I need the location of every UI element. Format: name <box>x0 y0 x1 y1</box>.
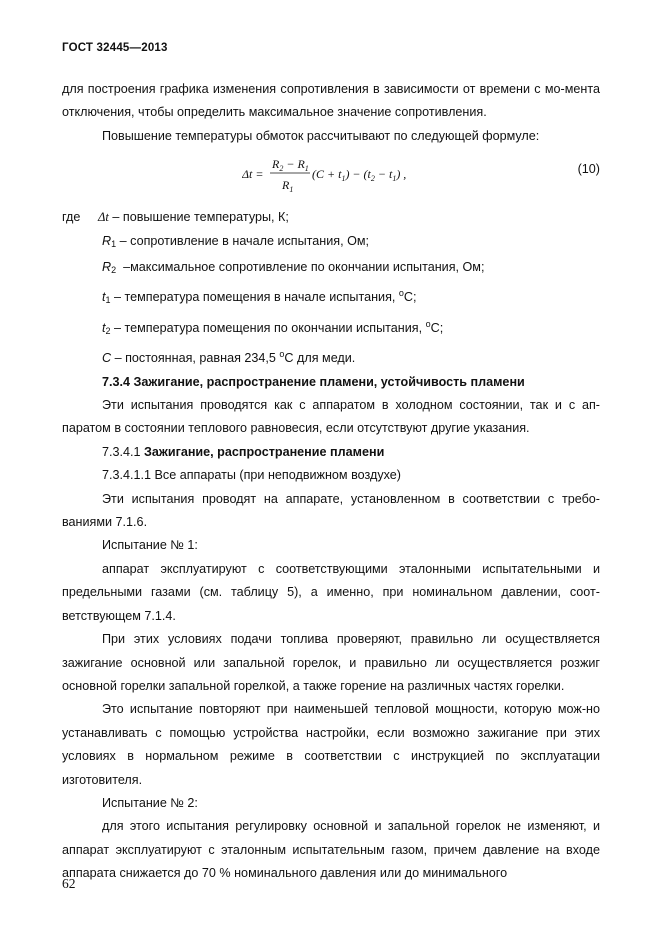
definition-t2: t2 – температура помещения по окончании испытания, $^o$С; <box>102 318 444 336</box>
paragraph: для построения графика изменения сопротивления в зависимости от времени с мо-мента отключения, чтобы определить максимальное значение сопротивления. <box>62 82 600 120</box>
definition-t1: t1 – температура помещения в начале испытания, $^o$С; <box>102 288 417 306</box>
formula-10 <box>62 148 600 206</box>
paragraph: Эти испытания проводят на аппарате, установленном в соответствии с требо-ваниями 7.1.6. <box>62 491 600 530</box>
section-heading-7-3-4-1: 7.3.4.1 Зажигание, распространение пламени <box>102 444 385 459</box>
svg-text:(C + t1) − (t2 − t1) ,: $(C + t_1) - (t_2 - t_1)$ , <box>312 167 407 184</box>
where-row <box>62 206 600 229</box>
svg-text:R2 − R1: $R_2 - R_1$ <box>272 157 309 174</box>
document-header: ГОСТ 32445—2013 <box>62 42 168 54</box>
section-heading-7-3-4: 7.3.4 Зажигание, распространение пламени, устойчивость пламени <box>102 374 525 389</box>
paragraph: аппарат эксплуатируют с соответствующими эталонными испытательными и предельными газами (см. таблицу 5), а именно, при номинальном давлении, соот-ветствующем 7.1.4. <box>62 561 600 623</box>
page-content <box>62 78 600 886</box>
paragraph: При этих условиях подачи топлива проверяют, правильно ли осуществляется зажигание основной или запальной горелок, и правильно ли осуществляется розжиг основной горелки запальной горелкой, а также горение на различных частях горелки. <box>62 632 600 693</box>
definition-delta-t: Δt – повышение температуры, К; <box>98 210 289 225</box>
definition-r1: R1 – сопротивление в начале испытания, Ом; <box>102 233 370 249</box>
section-heading-7-3-4-1-1: 7.3.4.1.1 Все аппараты (при неподвижном воздухе) <box>102 468 401 483</box>
where-label: где <box>62 210 81 225</box>
test-1-label: Испытание № 1: <box>102 538 198 553</box>
page-number: 62 <box>62 876 76 891</box>
paragraph: Это испытание повторяют при наименьшей тепловой мощности, которую мож-но устанавливать с помощью устройства настройки, если возможно зажигание при этих условиях в нормальном режиме в соответствии с инструкцией по эксплуатации изготовителя. <box>62 702 600 787</box>
svg-text:Δt =: Δt = <box>242 167 264 182</box>
paragraph: Повышение температуры обмоток рассчитывают по следующей формуле: <box>102 128 540 143</box>
test-2-label: Испытание № 2: <box>102 795 198 810</box>
definition-r2: R2 –максимальное сопротивление по окончании испытания, Ом; <box>102 260 485 276</box>
paragraph: для этого испытания регулировку основной и запальной горелок не изменяют, и аппарат эксплуатируют с эталонным испытательным газом, причем давление на входе аппарата снижается до 70 % номинального давления или до минимального <box>62 819 600 881</box>
svg-text:R1: $R_1$ <box>282 178 294 195</box>
equation-number: (10) <box>577 162 600 177</box>
formula-graphic <box>242 152 442 202</box>
paragraph: Эти испытания проводятся как с аппаратом в холодном состоянии, так и с ап-паратом в состоянии теплового равновесия, если отсутствуют другие указания. <box>62 398 600 436</box>
definition-c: C – постоянная, равная 234,5 $^o$С для меди. <box>102 349 356 366</box>
